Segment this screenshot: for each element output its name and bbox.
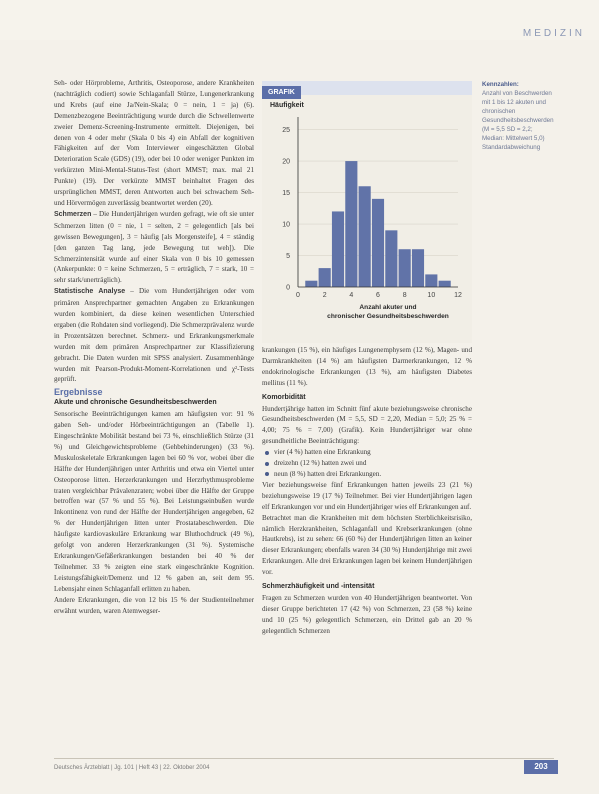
left-column [54,78,254,616]
y-tick-label: 20 [282,158,290,166]
histogram-bar [425,274,437,287]
graphic-caption [482,80,552,152]
graphic-tag: GRAFIK [262,81,472,95]
y-tick-label: 25 [282,127,290,135]
comorbidity-heading: Komorbidität [262,393,306,401]
results-subheading: Akute und chronische Gesundheitsbeschwerden [54,399,217,407]
y-tick-label: 0 [286,284,290,292]
x-tick-label: 6 [376,292,380,299]
x-axis-label: Anzahl akuter und [359,304,417,311]
results-heading: Ergebnisse [54,387,103,398]
paragraph: Schmerzen – Die Hundertjährigen wurden gefragt, wie oft sie unter Schmerzen litten (0 = nie, 1 = selten, 2 = gelegentlich [als bei gewissen Bewegungen], 3 = häufig [als Morgensteife], 4 = ständig [den ganzen Tag lang, jede Bewegung tut weh]). Die Schmerzintensität wurde auf einer Skala von 0 bis 10 gemessen (Ankerpunkte: 0 = keine Schmerzen, 5 = erträglich, 7 = stark, 10 = sehr stark/unerträglich). [54,209,254,285]
x-tick-label: 10 [427,292,436,299]
x-axis-label: chronischer Gesundheitsbeschwerden [327,313,449,320]
paragraph: Andere Erkrankungen, die von 12 bis 15 % der Studienteilnehmer erwähnt wurden, waren Atemwegser- [54,595,254,615]
paragraph: Hundertjährige hatten im Schnitt fünf akute beziehungsweise chronische Gesundheitsbeschwerden (M = 5,5, SD = 2,20, Median = 5,0; 25 % = 4,00; 75 % = 7,00) (Grafik). Kein Hundertjähriger war ohne gesundheitliche Beeinträchtigung: [262,404,472,446]
x-tick-label: 2 [322,292,327,299]
histogram-bar [372,199,384,287]
pain-heading: Schmerzhäufigkeit und -intensität [262,583,375,591]
histogram-bar [319,268,331,287]
footer-rule [54,758,554,759]
histogram-bar [399,249,411,287]
x-tick-label: 0 [296,292,300,299]
histogram-bar [359,186,371,287]
histogram-bar [345,161,357,287]
page-header [0,0,599,40]
paragraph: Seh- oder Hörprobleme, Arthritis, Osteoporose, andere Krankheiten (nachträglich codiert) sowie Schlaganfall Stürze, Lungenerkrankung und Krebs (auf eine Ja/Nein-Skala; 0 = nein, 1 = ja) (6). Demenzbezogene Beeinträchtigung wurde durch die Schwellenwerte zweier Demenz-Screening-Instrumente ermittelt. Diejenigen, bei denen von 4 oder mehr (Skala 0 bis 4) ein Abfall der kognitiven Fähigkeiten auf der Vom Interviewer eingeschätzten Global Deterioration Scale (GDS) (19), oder bei 10 oder weniger Punkten im verkürzten Mini-Mental-Status-Test (short MMST; max. mal 21 Punkte) (19). Der verkürzte MMST beinhaltet Fragen des ursprünglichen MMST, deren Antworten auch bei schwachem Seh- und Hörvermögen zuverlässig beantwortet werden (20). [54,79,254,207]
histogram-bar [305,281,317,287]
y-axis-label: Häufigkeit [270,102,304,109]
x-tick-label: 12 [454,292,462,299]
paragraph: Statistische Analyse – Die vom Hundertjährigen oder vom primären Ansprechpartner gemachten Angaben zu Erkrankungen wurden kombiniert, da diese keinen wesentlichen Unterschied ergaben (die Rohdaten sind vorliegend). Die Schmerzprävalenz wurde in Prozentsätzen berechnet. Schmerz- und Erkrankungsmerkmale wurden mit dem primären Ansprechpartner zur Klassifizierung gebracht. Die Daten wurden mit SPSS analysiert. Zusammenhänge wurden mit Pearson-Produkt-Moment-Korrelationen und χ²-Tests geprüft. [54,287,255,384]
caption-text: Anzahl von Beschwerden mit 1 bis 12 akuten und chronischen Gesundheitsbeschwerden (M = 5,5 SD = 2,2; Median: Mittelwert 5,0) Standardabweichung [482,90,554,151]
journal-citation: Deutsches Ärzteblatt | Jg. 101 | Heft 43 | 22. Oktober 2004 [54,765,210,771]
section-label: MEDIZIN [522,28,585,39]
right-column [262,345,472,637]
x-tick-label: 8 [402,292,407,299]
bullet-item: neun (8 %) hatten drei Erkrankungen. [274,469,472,480]
paragraph: Vier beziehungsweise fünf Erkrankungen hatten jeweils 23 (21 %) beziehungsweise 19 (17 %) Teilnehmer. Bei vier Hundertjährigen lagen elf Erkrankungen vor und ein Hundertjähriger wies elf Erkrankungen auf. [262,480,472,511]
page-number: 203 [524,760,558,774]
histogram-bar [332,211,344,287]
paragraph: Sensorische Beeinträchtigungen kamen am häufigsten vor: 91 % gaben Seh- und/oder Hörbeeinträchtigungen an (Tabelle 1). Eingeschränkte Mobilität bestand bei 73 %, einschließlich Stürze (31 %) und Gleichgewichtsprobleme (Gehbehinderungen) (33 %). Muskuloskeletale Erkrankungen lagen bei 60 % vor, wobei über die Hälfte der Hundertjährigen unter Arthritis und etwa ein Viertel unter Osteoporose litten. Herzerkrankungen und Herzrhythmusprobleme traten vergleichbar Prävalenzraten; wobei über die Hälfte der Gruppe betroffen war (57 % und 55 %). Bei Leistungseinbußen wurde Inkontinenz von rund der Hälfte der Hundertjährigen angegeben, 62 % der Hundertjährigen litten unter Prostatabeschwerden. Die häufigste kardiovaskuläre Erkrankung war Bluthochdruck (49 %), gefolgt von anderen Herzerkrankungen (31 %). Systemische Erkrankungen/Gefäßerkrankungen bestanden bei 40 % der Teilnehmer. 33 % zeigten eine stark eingeschränkte Kognition. Leistungsfähigkeit/Demenz und 12 % gaben an, seit dem 95. Lebensjahr einen Schlaganfall erlitten zu haben. [54,410,254,593]
run-in-heading: Schmerzen [54,210,92,218]
y-tick-label: 10 [282,221,290,229]
run-in-heading: Statistische Analyse [54,288,126,296]
histogram-bar [412,249,424,287]
paragraph: Fragen zu Schmerzen wurden von 40 Hundertjährigen beantwortet. Von dieser Gruppe berichteten 17 (42 %) von Schmerzen, 23 (58 %) keine und 10 (25 %) gelegentlich Schmerzen, ein Drittel gab an 20 % gelegentlich Schmerzen [262,593,472,635]
y-tick-label: 5 [286,253,290,261]
caption-title: Kennzahlen: [482,81,519,88]
bullet-item: dreizehn (12 %) hatten zwei und [274,458,472,469]
histogram-bar [385,230,397,287]
y-tick-label: 15 [282,190,290,198]
histogram-bar [439,281,451,287]
graphic-box [262,81,472,343]
bullet-list [262,447,472,480]
bullet-item: vier (4 %) hatten eine Erkrankung [274,447,472,458]
x-tick-label: 4 [349,292,354,299]
paragraph: Betrachtet man die Krankheiten mit dem höchsten Sterblichkeitsrisiko, nämlich Herzkrankheiten, Schlaganfall und Krebserkrankungen (ohne Hautkrebs), ist zu sehen: 66 (60 %) der Hundertjährigen litten an keiner dieser Erkrankungen; ebenfalls waren 34 (30 %) Hundertjährige mit zwei Erkrankungen. Alle drei Erkrankungen lagen bei keinem Hundertjährigen vor. [262,513,472,577]
paragraph: krankungen (15 %), ein häufiges Lungenemphysem (12 %), Magen- und Darmkrankheiten (14 %) am häufigsten Darmerkrankungen, 12 % endokrinologische Erkrankungen (13 %), am häufigsten Diabetes mellitus (11 %). [262,346,472,387]
histogram-chart [262,95,472,343]
